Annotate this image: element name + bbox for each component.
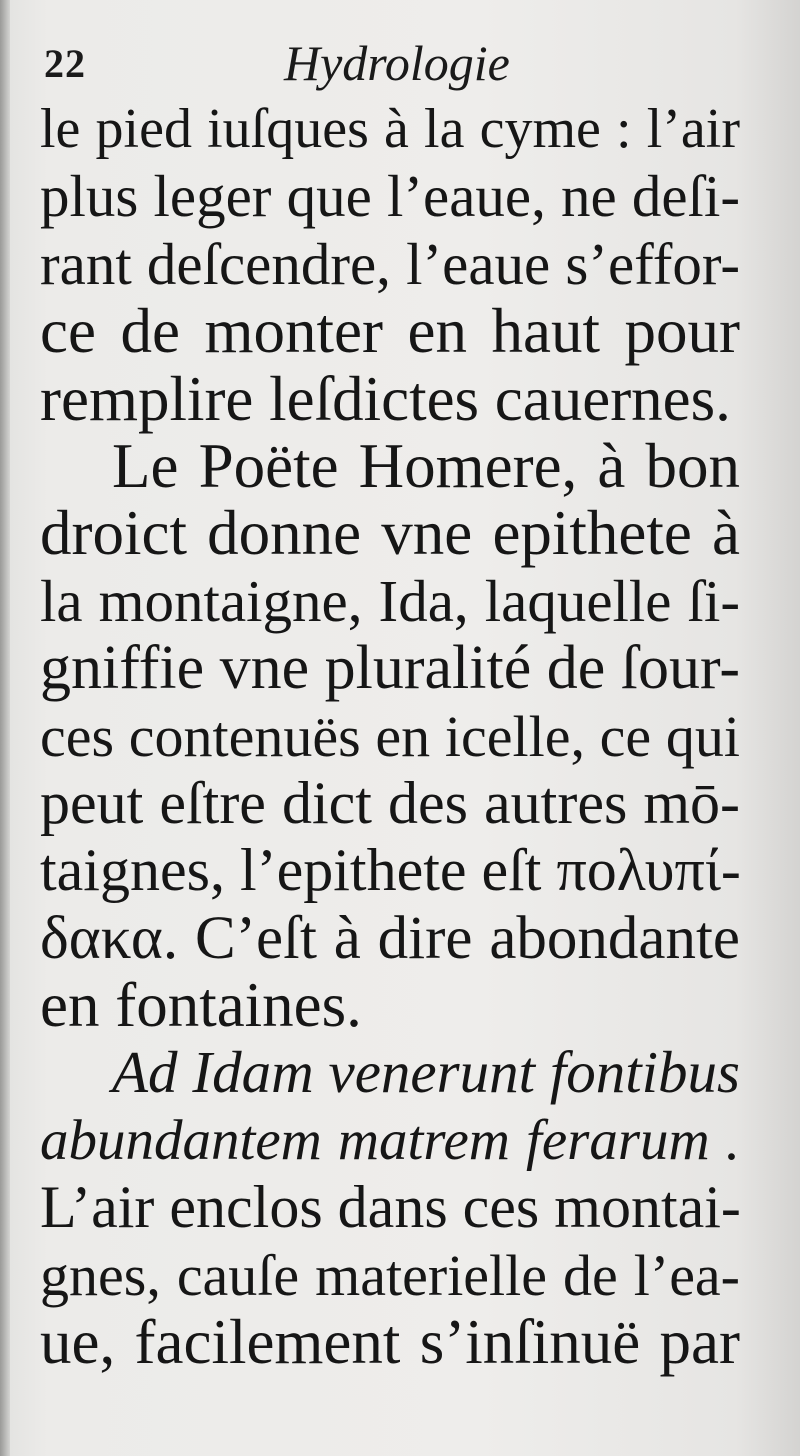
- page-number: 22: [44, 41, 86, 86]
- page-header: [44, 34, 744, 94]
- text-line: en fontaines.: [40, 970, 362, 1041]
- text-line: plus leger que l’eaue, ne deſi-: [40, 163, 740, 230]
- body-text: [40, 96, 740, 1376]
- text-line: gnes, cauſe materielle de l’ea-: [40, 1242, 740, 1308]
- text-line: rant deſcendre, l’eaue s’effor-: [40, 230, 740, 297]
- text-line: L’air enclos dans ces montai-: [40, 1174, 741, 1241]
- text-line: peut eſtre dict des autres mō-: [40, 769, 740, 836]
- text-line: droict donne vne epithete à: [40, 498, 740, 569]
- latin-quote-line: abundantem matrem ferarum .: [40, 1108, 740, 1172]
- text-line: gniffie vne pluralité de ſour-: [40, 634, 741, 703]
- text-line: ue, facilement s’inſinuë par: [40, 1307, 740, 1378]
- latin-quote-line: Ad Idam venerunt fontibus: [112, 1039, 740, 1106]
- text-line: ces contenuës en icelle, ce qui: [40, 703, 740, 769]
- page-edge-shadow: [0, 0, 10, 1456]
- text-line: taignes, l’epithete eſt πολυπί-: [40, 837, 741, 904]
- text-line: la montaigne, Ida, laquelle ſi-: [40, 567, 740, 634]
- text-line: le pied iuſques à la cyme : l’air: [40, 98, 740, 160]
- text-line: ce de monter en haut pour: [40, 296, 740, 367]
- text-line: remplire leſdictes cauernes.: [40, 363, 731, 434]
- running-title: Hydrologie: [284, 35, 510, 91]
- paragraph-start-line: Le Poëte Homere, à bon: [112, 430, 740, 501]
- text-line: δακα. C’eſt à dire abondante: [40, 904, 740, 972]
